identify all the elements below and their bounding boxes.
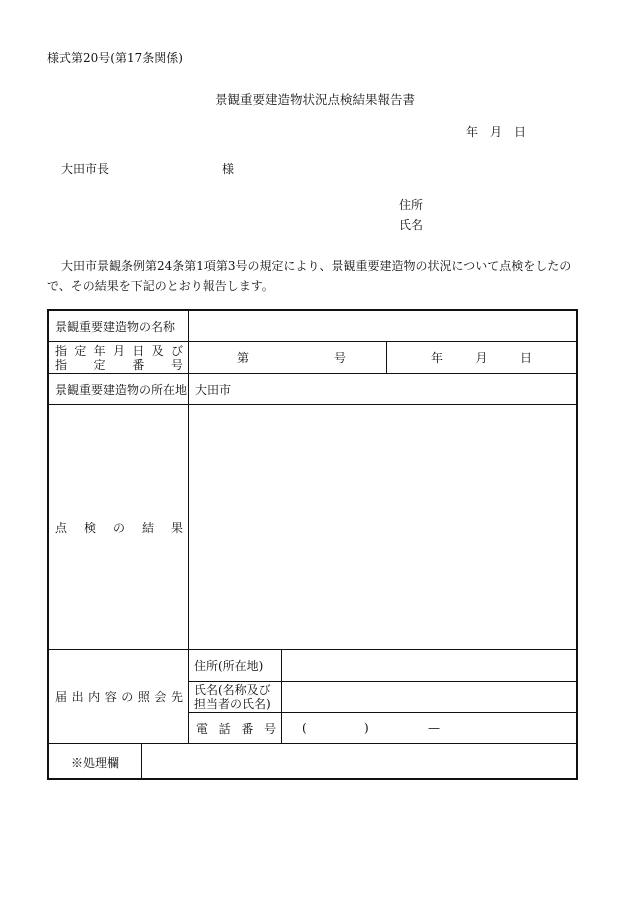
reporter-address-label: 住所 — [399, 198, 424, 212]
phone-label: 電 話 番 号 — [196, 721, 276, 736]
designation-label: 指 定 年 月 日 及 び 指 定 番 号 — [55, 343, 183, 372]
date-month: 月 — [475, 351, 488, 365]
date-day: 日 — [519, 351, 532, 365]
phone-dash: — — [428, 721, 440, 735]
report-table — [47, 309, 578, 780]
report-body-text: 大田市景観条例第24条第1項第3号の規定により、景観重要建造物の状況について点検をしたので、その結果を下記のとおり報告します。 — [47, 259, 572, 293]
form-number: 様式第20号(第17条関係) — [47, 51, 183, 65]
location-label: 景観重要建造物の所在地 — [55, 382, 188, 397]
phone-paren-close: ) — [364, 721, 369, 735]
processing-label: ※処理欄 — [70, 755, 119, 770]
number-prefix: 第 — [237, 351, 250, 365]
inspection-result-field[interactable] — [189, 405, 576, 649]
phone-paren-open: ( — [302, 721, 307, 735]
contact-name-label: 氏名(名称及び 担当者の氏名) — [194, 683, 271, 711]
location-field[interactable]: 大田市 — [195, 382, 232, 397]
date-year: 年 — [431, 351, 444, 365]
inspection-result-label: 点 検 の 結 果 — [55, 520, 183, 535]
contact-label: 届 出 内 容 の 照 会 先 — [55, 690, 183, 704]
phone-field[interactable] — [282, 713, 576, 743]
designation-number-field[interactable] — [189, 342, 386, 373]
addressee-mayor: 大田市長 — [61, 162, 110, 176]
report-date-line: 年 月 日 — [466, 125, 527, 139]
building-name-field[interactable] — [189, 311, 576, 341]
contact-address-label: 住所(所在地) — [194, 659, 264, 673]
addressee-honorific: 様 — [222, 162, 235, 176]
document-title: 景観重要建造物状況点検結果報告書 — [214, 92, 415, 107]
contact-name-field[interactable] — [282, 682, 576, 712]
designation-date-field[interactable] — [387, 342, 576, 373]
reporter-name-label: 氏名 — [399, 218, 424, 232]
processing-field — [142, 744, 576, 780]
building-name-label: 景観重要建造物の名称 — [55, 319, 176, 334]
number-suffix: 号 — [333, 351, 346, 365]
contact-address-field[interactable] — [282, 650, 576, 681]
